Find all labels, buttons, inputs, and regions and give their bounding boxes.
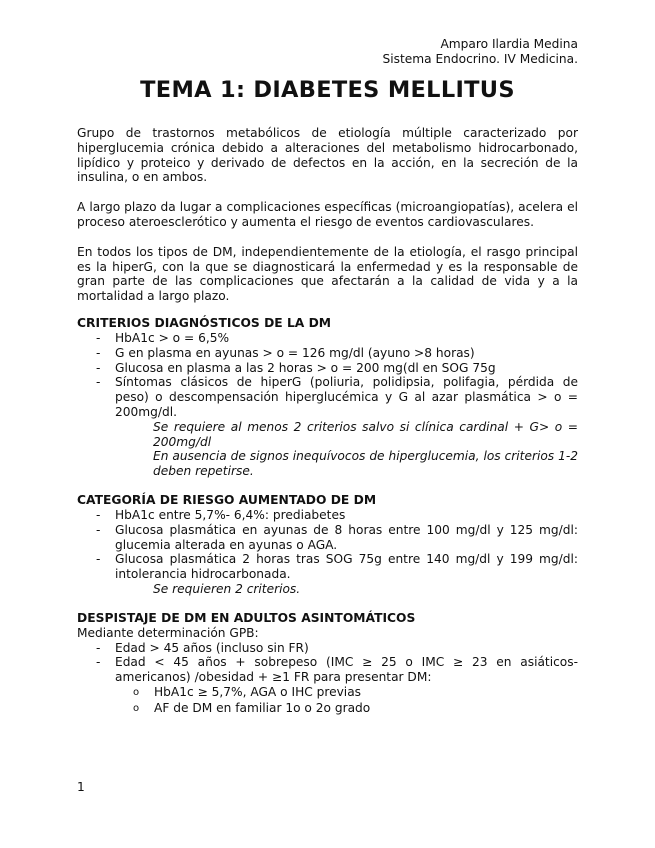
despistaje-section — [77, 611, 578, 717]
despistaje-list — [77, 641, 578, 685]
list-item: - Edad < 45 años + sobrepeso (IMC ≥ 25 o IMC ≥ 23 en asiáticos-americanos) /obesidad + ≥1 FR para presentar DM: — [96, 655, 578, 685]
dash-bullet: - — [96, 522, 101, 537]
list-item: o AF de DM en familiar 1o o 2o grado — [133, 700, 371, 715]
dash-bullet: - — [96, 360, 101, 375]
list-item: - Glucosa en plasma a las 2 horas > o = 200 mg(dl en SOG 75g — [96, 360, 496, 375]
hiperg-paragraph: En todos los tipos de DM, independientemente de la etiología, el rasgo principal es la hiperG, con la que se diagnosticará la enfermedad y es la responsable de gran parte de las complicaciones que afectarán a la calidad de vida y a la mortalidad a largo plazo. — [77, 244, 578, 304]
dash-bullet: - — [96, 655, 101, 670]
riesgo-list — [77, 508, 578, 582]
document-page — [77, 37, 578, 717]
circle-bullet: o — [133, 702, 140, 714]
dash-bullet: - — [96, 345, 101, 360]
dash-bullet: - — [96, 330, 101, 345]
dash-bullet: - — [96, 507, 101, 522]
dash-bullet: - — [96, 375, 101, 390]
criterios-list — [77, 331, 578, 420]
list-item: - HbA1c > o = 6,5% — [96, 330, 230, 345]
page-title: TEMA 1: DIABETES MELLITUS — [140, 77, 515, 103]
dash-bullet: - — [96, 552, 101, 567]
criterios-note: Se requiere al menos 2 criterios salvo si clínica cardinal + G> o = 200mg/dl — [153, 419, 578, 449]
complications-paragraph: A largo plazo da lugar a complicaciones específicas (microangiopatías), acelera el proceso ateroesclerótico y aumenta el riesgo de eventos cardiovasculares. — [77, 200, 578, 229]
riesgo-section — [77, 493, 578, 597]
list-item: - Glucosa plasmática 2 horas tras SOG 75g entre 140 mg/dl y 199 mg/dl: intolerancia hidrocarbonada. — [96, 552, 578, 582]
despistaje-intro: Mediante determinación GPB: — [77, 625, 259, 640]
circle-bullet: o — [133, 686, 140, 698]
course-name: Sistema Endocrino. IV Medicina. — [382, 52, 578, 66]
criterios-heading: CRITERIOS DIAGNÓSTICOS DE LA DM — [77, 315, 332, 330]
running-header — [77, 37, 578, 67]
list-item: o HbA1c ≥ 5,7%, AGA o IHC previas — [133, 684, 362, 699]
criterios-note: En ausencia de signos inequívocos de hiperglucemia, los criterios 1-2 deben repetirse. — [153, 449, 578, 479]
despistaje-heading: DESPISTAJE DE DM EN ADULTOS ASINTOMÁTICOS — [77, 610, 416, 625]
dash-bullet: - — [96, 640, 101, 655]
despistaje-sublist — [77, 685, 578, 717]
intro-paragraph: Grupo de trastornos metabólicos de etiología múltiple caracterizado por hiperglucemia crónica debido a alteraciones del metabolismo hidrocarbonado, lipídico y proteico y derivado de defectos en la acción, en la secreción de la insulina, o en ambos. — [77, 126, 578, 185]
page-number: 1 — [77, 780, 85, 794]
criterios-section — [77, 316, 578, 479]
riesgo-note: Se requieren 2 criterios. — [153, 581, 301, 596]
list-item: - Edad > 45 años (incluso sin FR) — [96, 640, 309, 655]
author-name: Amparo Ilardia Medina — [440, 37, 578, 51]
list-item: - Síntomas clásicos de hiperG (poliuria, polidipsia, polifagia, pérdida de peso) o descompensación hiperglucémica y G al azar plasmática > o = 200mg/dl. — [96, 375, 578, 419]
list-item: - Glucosa plasmática en ayunas de 8 horas entre 100 mg/dl y 125 mg/dl: glucemia alterada en ayunas o AGA. — [96, 522, 578, 552]
riesgo-heading: CATEGORÍA DE RIESGO AUMENTADO DE DM — [77, 492, 377, 507]
list-item: - G en plasma en ayunas > o = 126 mg/dl (ayuno >8 horas) — [96, 345, 475, 360]
list-item: - HbA1c entre 5,7%- 6,4%: prediabetes — [96, 507, 346, 522]
